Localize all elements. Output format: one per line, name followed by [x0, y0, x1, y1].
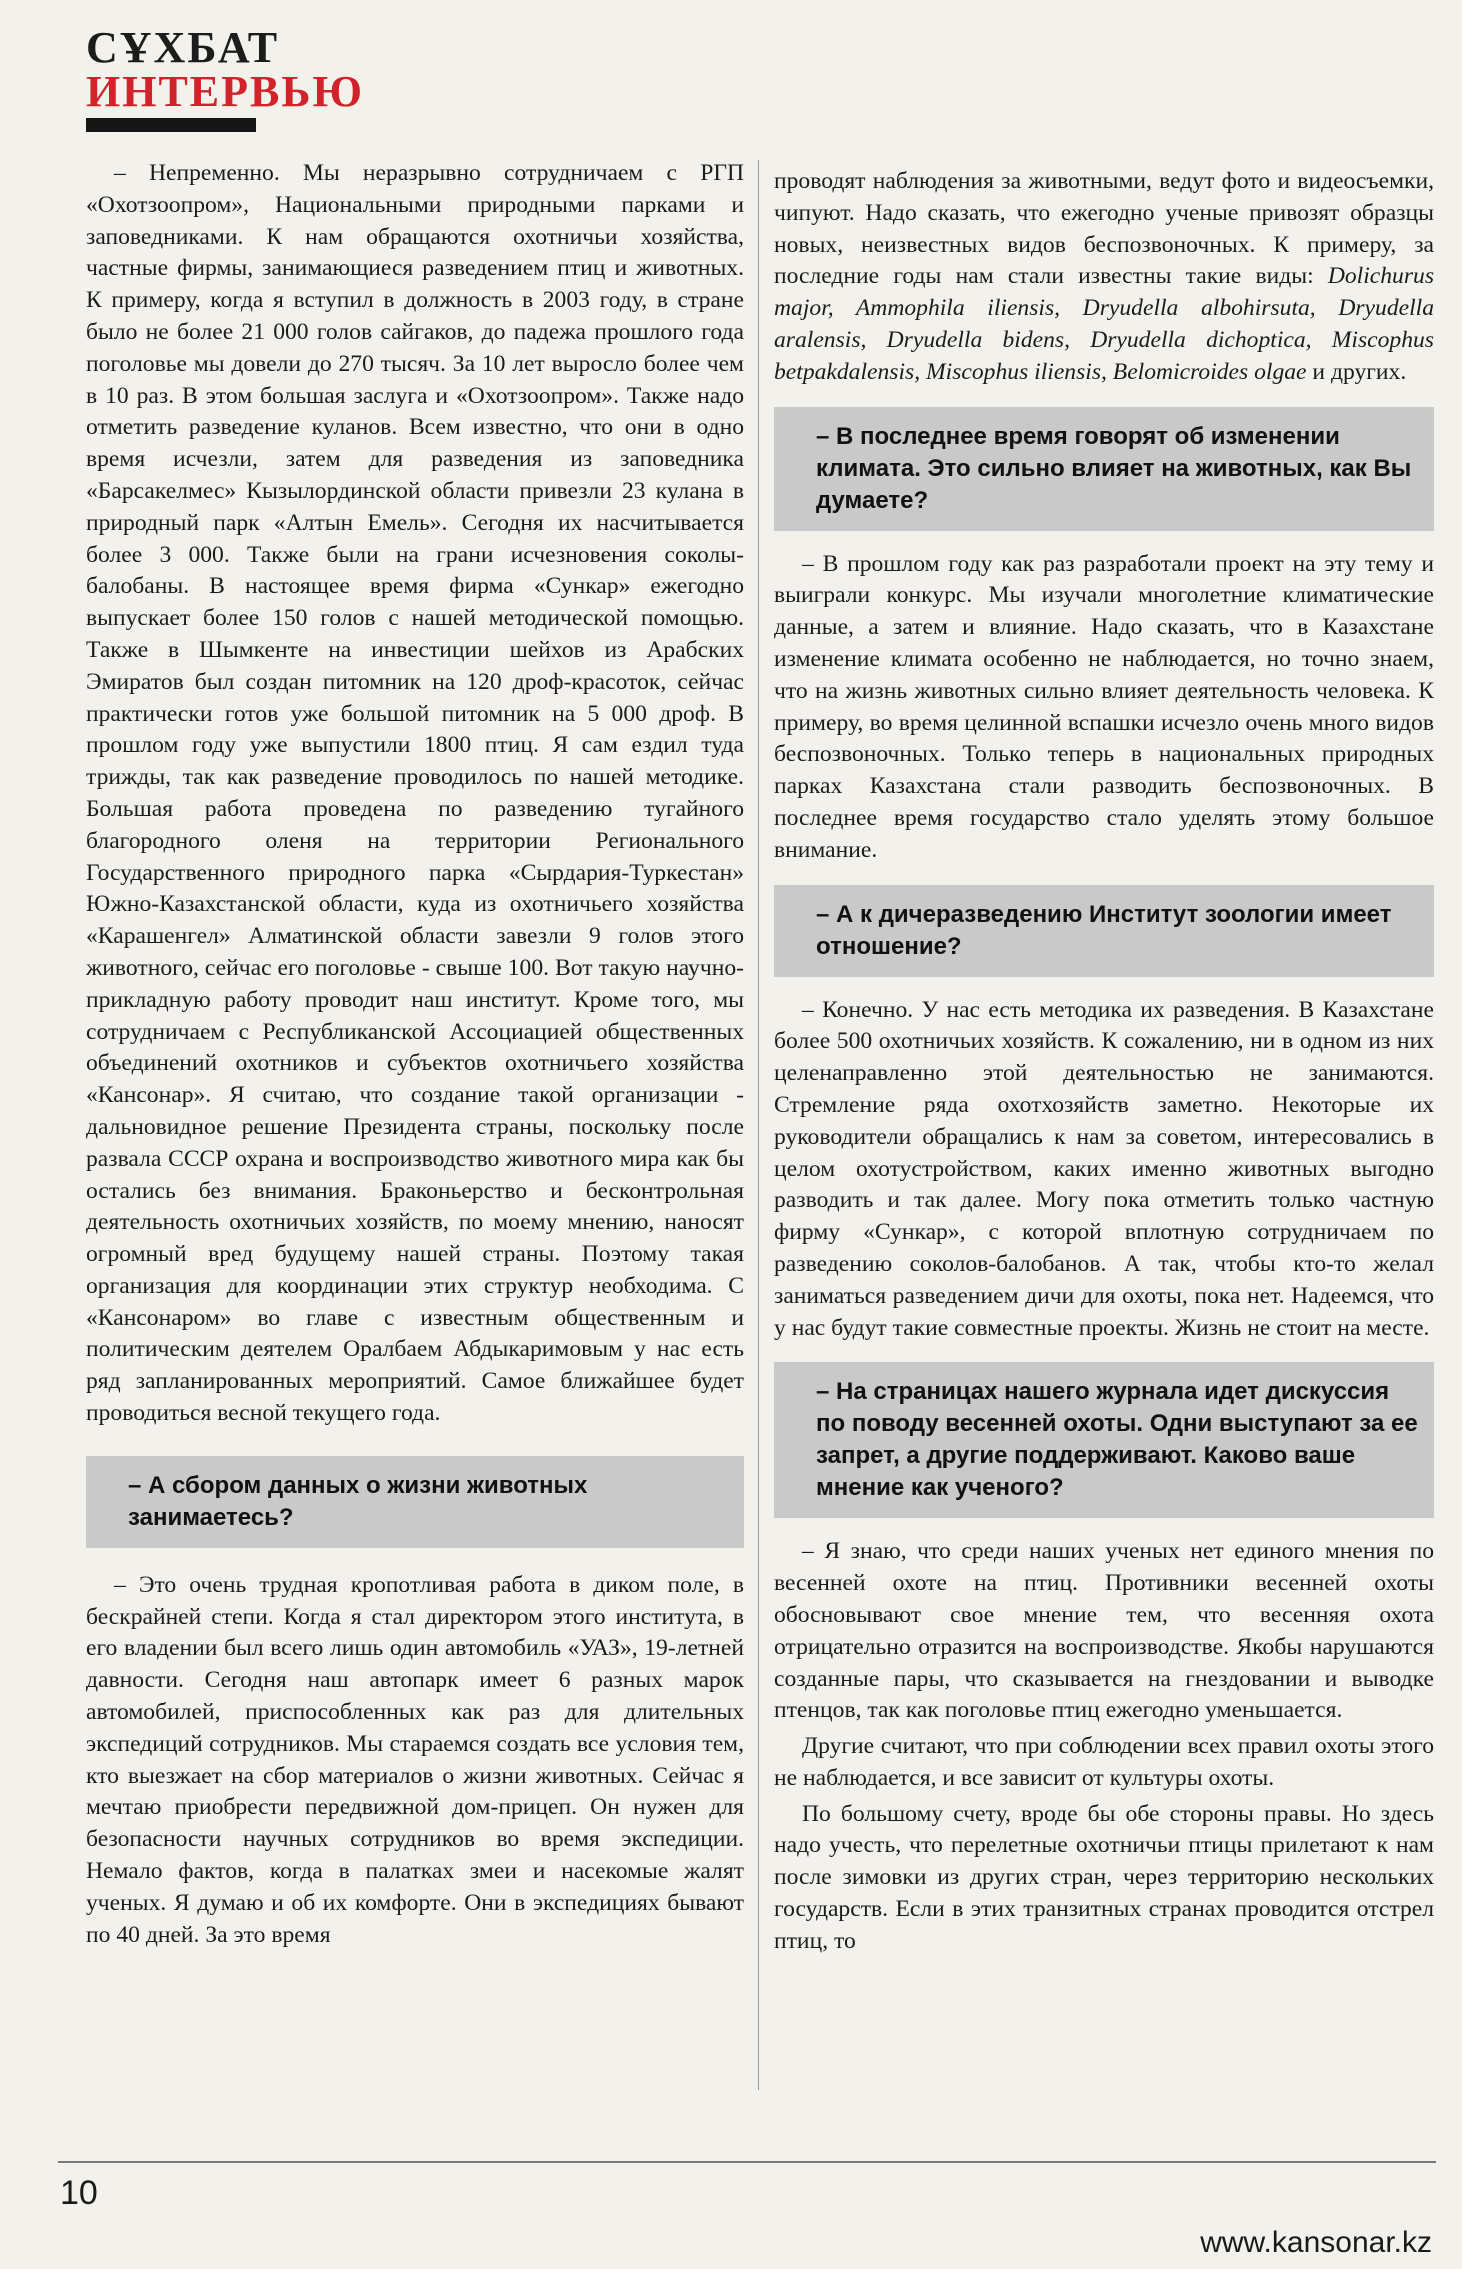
- column-divider: [758, 160, 759, 2090]
- paragraph: – Непременно. Мы неразрывно сотрудничаем с РГП «Охотзоопром», Национальными природными парками и заповедниками. К нам обращаются охотничьи хозяйства, частные фирмы, занимающиеся разведением птиц и животных. К примеру, когда я вступил в должность в 2003 году, в стране было не более 21 000 голов сайгаков, до падежа прошлого года поголовье мы довели до 270 тысяч. За 10 лет выросло более чем в 10 раз. В этом большая заслуга и «Охотзоопром». Также надо отметить разведение куланов. Всем известно, что они в одно время исчезли, затем для разведения из заповедника «Барсакелмес» Кызылординской области привезли 23 кулана в природный парк «Алтын Емель». Сегодня их насчитывается более 3 000. Также были на грани исчезновения соколы-балобаны. В настоящее время фирма «Сункар» ежегодно выпускает более 150 голов с нашей методической помощью. Также в Шымкенте на инвестиции шейхов из Арабских Эмиратов был создан питомник на 120 дроф-красоток, сейчас практически готов уже большой питомник на 5 000 дроф. В прошлом году уже выпустили 1800 птиц. Я сам ездил туда трижды, так как разведение проводилось по нашей методике. Большая работа проведена по разведению тугайного благородного оленя на территории Регионального Государственного природного парка «Сырдария-Туркестан» Южно-Казахстанской области, куда из охотничьего хозяйства «Карашенгел» Алматинской области завезли 9 голов этого животного, сейчас его поголовье - свыше 100. Вот такую научно-прикладную работу проводит наш институт. Кроме того, мы сотрудничаем с Республиканской Ассоциацией общественных объединений охотников и субъектов охотничьего хозяйства «Кансонар». Я считаю, что создание такой организации - дальновидное решение Президента страны, поскольку после развала СССР охрана и воспроизводство животного мира как бы остались без внимания. Браконьерство и бесконтрольная деятельность охотничьих хозяйств, по моему мнению, наносят огромный вред будущему нашей страны. Поэтому такая организация для координации этих структур необходима. С «Кансонаром» во главе с известным общественным и политическим деятелем Оралбаем Абдыкаримовым у нас есть ряд запланированных мероприятий. Самое ближайшее будет проводиться весной текущего года.: [86, 160, 744, 1427]
- paragraph: – Я знаю, что среди наших ученых нет единого мнения по весенней охоте на птиц. Противники весенней охоты обосновывают свое мнение тем, что весенняя охота отрицательно отразится на воспроизводстве. Якобы нарушаются созданные пары, что сказывается на гнездовании и выводке птенцов, так как поголовье птиц ежегодно уменьшается.: [774, 1538, 1434, 1724]
- section-title-ru: ИНТЕРВЬЮ: [86, 67, 365, 116]
- question-heading: – А к дичеразведению Институт зоологии имеет отношение?: [774, 885, 1434, 977]
- left-column: [86, 158, 744, 2088]
- paragraph: [774, 166, 1434, 389]
- paragraph-text: проводят наблюдения за животными, ведут фото и видеосъемки, чипуют. Надо сказать, что ежегодно ученые привозят образцы новых, неизвестных видов беспозвоночных. К примеру, за последние годы нам стали известны такие виды:: [774, 168, 1434, 290]
- website-url: www.kansonar.kz: [1200, 2226, 1432, 2259]
- species-list: Dolichurus major, Ammophila iliensis, Dryudella albohirsuta, Dryudella aralensis, Dryudella bidens, Dryudella dichoptica, Miscophus betpakdalensis, Miscophus iliensis, Belomicroides olgae: [774, 263, 1434, 385]
- paragraph: Другие считают, что при соблюдении всех правил охоты этого не наблюдается, и все зависит от культуры охоты.: [774, 1733, 1434, 1791]
- paragraph-text: и других.: [1306, 358, 1407, 385]
- section-title-kz: СҰХБАТ: [86, 23, 280, 72]
- paragraph: – Конечно. У нас есть методика их разведения. В Казахстане более 500 охотничьих хозяйств. К сожалению, ни в одном из них целенаправленно этой деятельностью не занимаются. Стремление ряда охотхозяйств заметно. Некоторые их руководители обращались к нам за советом, интересовались в целом охотустройством, каких именно животных выгодно разводить и так далее. Могу пока отметить только частную фирму «Сункар», с которой вплотную сотрудничаем по разведению соколов-балобанов. А так, чтобы кто-то желал заниматься разведением дичи для охоты, пока нет. Надеемся, что у нас будут такие совместные проекты. Жизнь не стоит на месте.: [774, 996, 1434, 1341]
- paragraph: – Это очень трудная кропотливая работа в диком поле, в бескрайней степи. Когда я стал директором этого института, в его владении был всего лишь один автомобиль «УАЗ», 19-летней давности. Сегодня наш автопарк имеет 6 разных марок автомобилей, приспособленных как раз для длительных экспедиций сотрудников. Мы стараемся создать все условия тем, кто выезжает на сбор материалов о жизни животных. Сейчас я мечтаю приобрести передвижной дом-прицеп. Он нужен для безопасности научных сотрудников во время экспедиции. Немало фактов, когда в палатках змеи и насекомые жалят ученых. Я думаю и об их комфорте. Они в экспедициях бывают по 40 дней. За это время: [86, 1571, 744, 1948]
- paragraph: По большому счету, вроде бы обе стороны правы. Но здесь надо учесть, что перелетные охотничьи птицы прилетают к нам после зимовки из других стран, через территорию нескольких государств. Если в этих транзитных странах проводится отстрел птиц, то: [774, 1800, 1434, 1954]
- paragraph: – В прошлом году как раз разработали проект на эту тему и выиграли конкурс. Мы изучали многолетние климатические данные, а затем и влияние. Надо сказать, что в Казахстане изменение климата особенно не наблюдается, но точно знаем, что на жизнь животных сильно влияет деятельность человека. К примеру, во время целинной вспашки исчезло очень много видов беспозвоночных. Только теперь в национальных природных парках Казахстана стали разводить беспозвоночных. В последнее время государство стало уделять этому большое внимание.: [774, 550, 1434, 863]
- page-number: 10: [60, 2174, 98, 2212]
- header-bar: [86, 118, 256, 132]
- footer-rule: [58, 2161, 1436, 2163]
- question-heading: – В последнее время говорят об изменении климата. Это сильно влияет на животных, как Вы думаете?: [774, 407, 1434, 531]
- right-column: [774, 166, 1434, 2088]
- question-heading: – На страницах нашего журнала идет дискуссия по поводу весенней охоты. Одни выступают за ее запрет, а другие поддерживают. Каково ваше мнение как ученого?: [774, 1362, 1434, 1518]
- question-heading: – А сбором данных о жизни животных занимаетесь?: [86, 1456, 744, 1548]
